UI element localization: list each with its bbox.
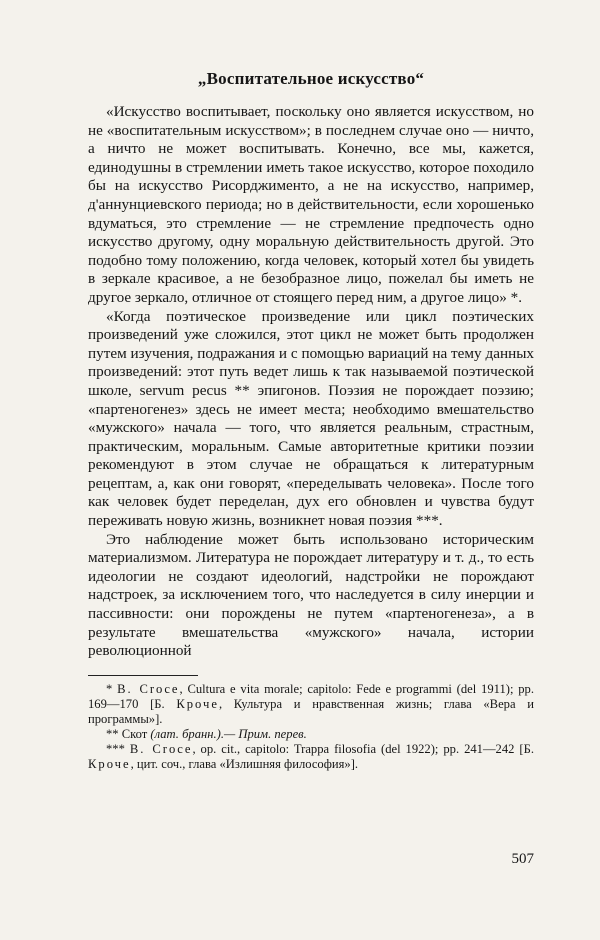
footnote-3 [88, 742, 534, 772]
paragraph-2: «Когда поэтическое произведение или цикл поэтических произведений уже сложился, этот цикл не может быть продолжен путем изучения, подражания и с помощью вариаций на тему данных произведений: этот путь ведет лишь к так называемой поэтической школе, servum pecus ** эпигонов. Поэзия не порождает поэзию; «партеногенез» здесь не имеет места; необходимо вмешательство «мужского» начала — того, что является реальным, страстным, практическим, моральным. Самые авторитетные критики поэзии рекомендуют в этом случае не обращаться к литературным рецептам, а, как они говорят, «переделывать человека». После того как человек будет переделан, дух его обновлен и чувства будут переживать новую жизнь, возникнет новая поэзия ***. [88, 307, 534, 530]
footnote-2-text: Скот [121, 726, 151, 741]
footnote-3-tail: , цит. соч., глава «Излишняя философия»]. [130, 756, 359, 771]
footnote-1-tail: , Культура и нравственная жизнь; глава «Вера и программы»]. [88, 696, 534, 726]
footnote-3-author-ru: Кроче [88, 756, 131, 771]
footnote-1-author: B. Croce [117, 681, 180, 696]
footnote-divider [88, 675, 198, 676]
footnote-2-note: (лат. бранн.).— Прим. перев. [150, 726, 307, 741]
footnote-1 [88, 682, 534, 727]
page-content [88, 68, 534, 772]
footnote-1-marker: * [106, 681, 118, 696]
footnote-3-author: B. Croce [129, 741, 193, 756]
footnote-3-text: , op. cit., capitolo: Trappa filosofia (del 1922); pp. 241—242 [Б. [192, 741, 534, 756]
page-number: 507 [511, 851, 534, 867]
paragraph-1: «Искусство воспитывает, поскольку оно является искусством, но не «воспитательным искусством»; в последнем случае оно — ничто, а ничто не может воспитывать. Конечно, все мы, кажется, единодушны в стремлении иметь такое искусство, которое походило бы на искусство Рисорджименто, а не на искусство, например, д'аннунциевского периода; но в действительности, если хорошенько вдуматься, это стремление — не стремление предпочесть одно искусство другому, одну моральную действительность другой. Это подобно тому положению, когда человек, который хотел бы увидеть в зеркале красивое, а не безобразное лицо, пожелал бы иметь не другое зеркало, отличное от стоящего перед ним, а другое лицо» *. [88, 103, 534, 306]
paragraph-3: Это наблюдение может быть использовано историческим материализмом. Литература не порождает литературу и т. д., то есть идеологии не создают идеологий, надстройки не порождают надстроек, за исключением того, что наследуется в силу инерции и пассивности: они порождены не путем «партеногенеза», а в результате вмешательства «мужского» начала, истории революционной [88, 530, 534, 660]
chapter-title: „Воспитательное искусство“ [197, 69, 425, 88]
footnote-1-text: , Cultura e vita morale; capitolo: Fede e programmi (del 1911); pp. 169—170 [Б. [88, 681, 534, 711]
footnote-3-marker: *** [106, 741, 130, 756]
footnote-1-author-ru: Кроче [176, 696, 219, 711]
footnote-2 [88, 727, 534, 742]
footnote-2-marker: ** [106, 726, 122, 741]
